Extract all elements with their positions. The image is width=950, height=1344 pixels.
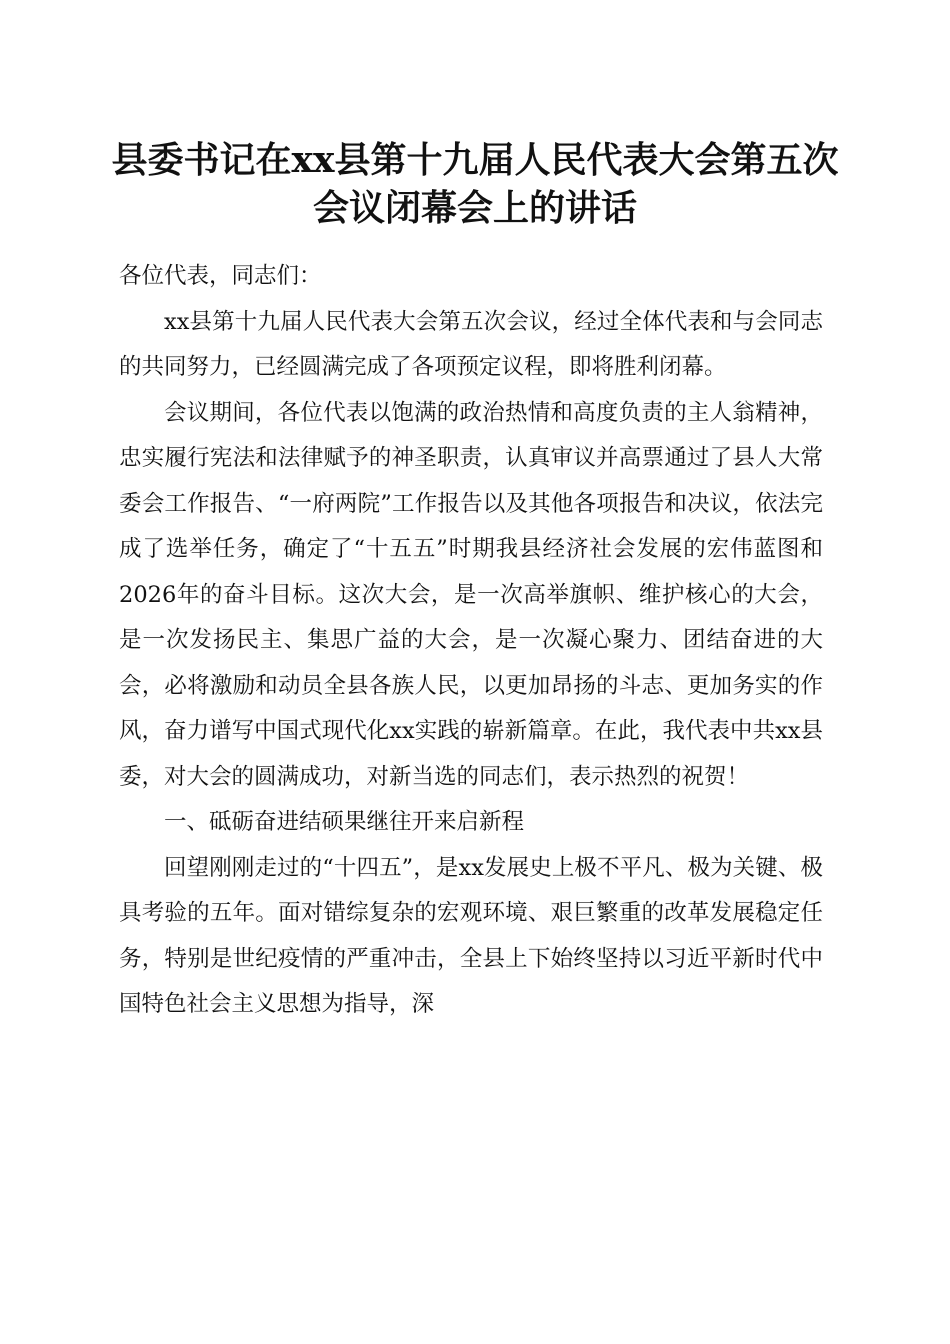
salutation: 各位代表，同志们： xyxy=(119,263,322,289)
document-title: 县委书记在xx县第十九届人民代表大会第五次会议闭幕会上的讲话 xyxy=(111,139,839,229)
paragraph-1: xx县第十九届人民代表大会第五次会议，经过全体代表和与会同志的共同努力，已经圆满完成了各项预定议程，即将胜利闭幕。 xyxy=(119,308,823,380)
section-heading-1: 一、砥砺奋进结硕果继往开来启新程 xyxy=(164,809,525,835)
paragraph-3: 回望刚刚走过的“十四五”，是xx发展史上极不平凡、极为关键、极具考验的五年。面对错综复杂的宏观环境、艰巨繁重的改革发展稳定任务，特别是世纪疫情的严重冲击，全县上下始终坚持以习近平新时代中国特色社会主义思想为指导，深 xyxy=(119,854,823,1017)
document-body xyxy=(119,254,823,1028)
paragraph-2: 会议期间，各位代表以饱满的政治热情和高度负责的主人翁精神，忠实履行宪法和法律赋予的神圣职责，认真审议并高票通过了县人大常委会工作报告、“一府两院”工作报告以及其他各项报告和决议，依法完成了选举任务，确定了“十五五”时期我县经济社会发展的宏伟蓝图和2026年的奋斗目标。这次大会，是一次高举旗帜、维护核心的大会，是一次发扬民主、集思广益的大会，是一次凝心聚力、团结奋进的大会，必将激励和动员全县各族人民，以更加昂扬的斗志、更加务实的作风，奋力谱写中国式现代化xx实践的崭新篇章。在此，我代表中共xx县委，对大会的圆满成功，对新当选的同志们，表示热烈的祝贺！ xyxy=(119,399,823,790)
